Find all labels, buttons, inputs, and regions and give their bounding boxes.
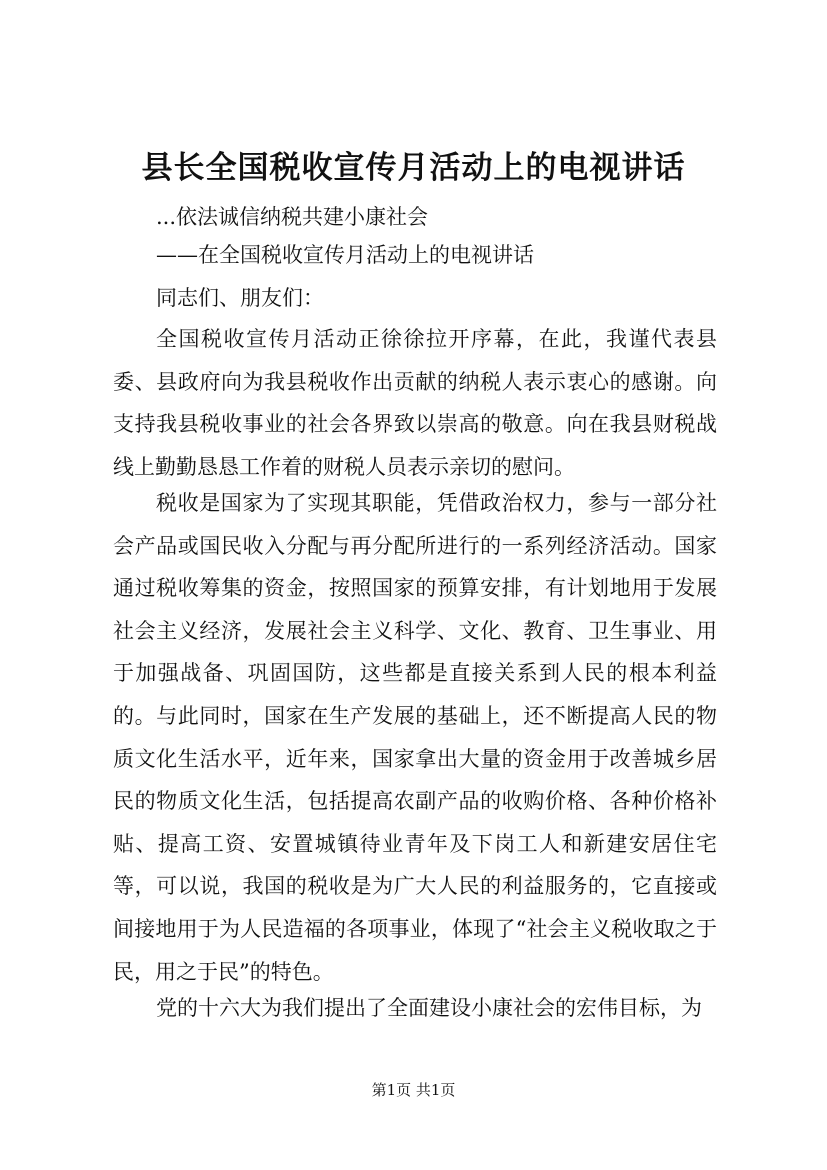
page-footer: 第1页 共1页 xyxy=(371,1081,456,1099)
subtitle-line-1: ...依法诚信纳税共建小康社会 xyxy=(156,205,429,229)
paragraph-3: 党的十六大为我们提出了全面建设小康社会的宏伟目标，为 xyxy=(156,996,702,1020)
salutation: 同志们、朋友们： xyxy=(156,286,324,310)
paragraph-1: 全国税收宣传月活动正徐徐拉开序幕，在此，我谨代表县委、县政府向为我县税收作出贡献的纳税人表示衷心的感谢。向支持我县税收事业的社会各界致以崇高的敬意。向在我县财税战线上勤勤恳恳工作着的财税人员表示亲切的慰问。 xyxy=(113,327,717,479)
subtitle-line-2: ——在全国税收宣传月活动上的电视讲话 xyxy=(156,243,534,267)
document-title: 县长全国税收宣传月活动上的电视讲话 xyxy=(141,150,686,186)
paragraph-2: 税收是国家为了实现其职能，凭借政治权力，参与一部分社会产品或国民收入分配与再分配所进行的一系列经济活动。国家通过税收筹集的资金，按照国家的预算安排，有计划地用于发展社会主义经济，发展社会主义科学、文化、教育、卫生事业、用于加强战备、巩固国防，这些都是直接关系到人民的根本利益的。与此同时，国家在生产发展的基础上，还不断提高人民的物质文化生活水平，近年来，国家拿出大量的资金用于改善城乡居民的物质文化生活，包括提高农副产品的收购价格、各种价格补贴、提高工资、安置城镇待业青年及下岗工人和新建安居住宅等，可以说，我国的税收是为广大人民的利益服务的，它直接或间接地用于为人民造福的各项事业，体现了“社会主义税收取之于民，用之于民”的特色。 xyxy=(113,491,717,984)
